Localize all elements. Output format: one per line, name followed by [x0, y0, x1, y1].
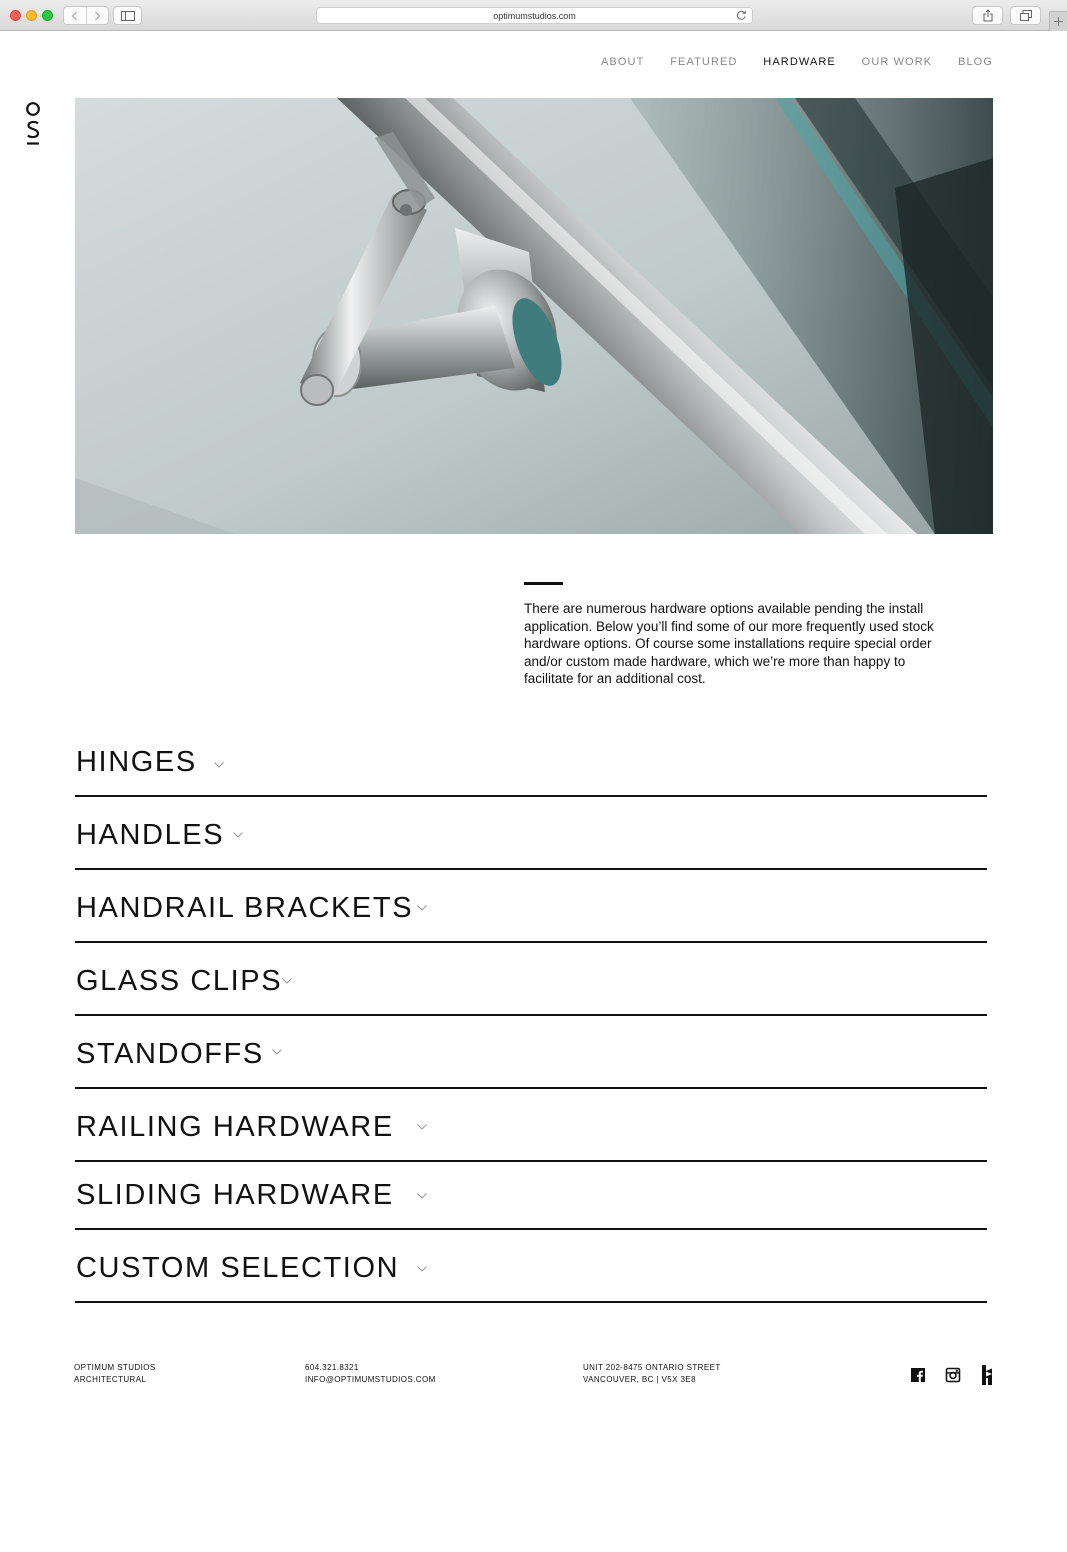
nav-about[interactable]: ABOUT [601, 56, 645, 68]
window-minimize-button[interactable] [26, 10, 37, 21]
reload-icon[interactable] [736, 10, 747, 21]
chevron-down-icon [417, 1193, 427, 1199]
window-zoom-button[interactable] [42, 10, 53, 21]
category-custom-selection[interactable] [75, 1230, 987, 1303]
chevron-down-icon [417, 905, 427, 911]
category-title: RAILING HARDWARE [76, 1111, 394, 1143]
footer-phone[interactable]: 604.321.8321 [305, 1363, 359, 1372]
category-sliding-hardware[interactable] [75, 1162, 987, 1230]
nav-our-work[interactable]: OUR WORK [861, 56, 933, 68]
category-handles[interactable] [75, 797, 987, 870]
intro-divider [524, 582, 563, 585]
sidebar-toggle-button[interactable] [113, 6, 142, 25]
forward-button[interactable] [86, 7, 109, 24]
os-logo[interactable] [24, 101, 44, 147]
instagram-icon[interactable] [945, 1367, 961, 1383]
intro-paragraph: There are numerous hardware options available pending the install application. Below you’ll find some of our more frequently used stock hardware options. Of course some installations require special order and/or custom made hardware, which we’re more than happy to facilitate for an additional cost. [524, 601, 934, 687]
category-glass-clips[interactable] [75, 943, 987, 1016]
footer-company-type: ARCHITECTURAL [74, 1375, 147, 1384]
facebook-icon[interactable] [910, 1367, 926, 1383]
category-title: HINGES [76, 746, 197, 778]
category-title: CUSTOM SELECTION [76, 1252, 400, 1284]
category-standoffs[interactable] [75, 1016, 987, 1089]
category-title: HANDRAIL BRACKETS [76, 892, 414, 924]
hero-image [75, 98, 993, 534]
footer-contact [305, 1362, 436, 1386]
footer-email[interactable]: INFO@OPTIMUMSTUDIOS.COM [305, 1375, 436, 1384]
share-button[interactable] [972, 6, 1003, 25]
tab-overview-button[interactable] [1010, 6, 1041, 25]
nav-blog[interactable]: BLOG [958, 56, 993, 68]
plus-icon [1054, 17, 1063, 26]
footer-company [74, 1362, 156, 1386]
back-button[interactable] [64, 7, 86, 24]
chevron-down-icon [417, 1266, 427, 1272]
footer-address [583, 1362, 721, 1386]
chevron-down-icon [272, 1049, 282, 1055]
handrail-bracket-photo [75, 98, 993, 534]
browser-toolbar [0, 0, 1067, 31]
category-title: STANDOFFS [76, 1038, 264, 1070]
category-title: SLIDING HARDWARE [76, 1179, 394, 1211]
address-url: optimumstudios.com [493, 10, 576, 21]
address-bar[interactable] [316, 7, 753, 24]
share-icon [983, 9, 993, 22]
category-title: HANDLES [76, 819, 225, 851]
footer-company-name: OPTIMUM STUDIOS [74, 1363, 156, 1372]
houzz-icon[interactable] [980, 1365, 994, 1385]
sidebar-icon [121, 11, 135, 21]
chevron-down-icon [282, 978, 292, 984]
chevron-down-icon [417, 1124, 427, 1130]
chevron-right-icon [94, 11, 101, 21]
category-railing-hardware[interactable] [75, 1089, 987, 1162]
footer-city: VANCOUVER, BC | V5X 3E8 [583, 1375, 696, 1384]
footer-street: UNIT 202-8475 ONTARIO STREET [583, 1363, 721, 1372]
chevron-down-icon [214, 762, 224, 768]
new-tab-button[interactable] [1049, 11, 1067, 31]
nav-hardware[interactable]: HARDWARE [763, 56, 836, 68]
category-handrail-brackets[interactable] [75, 870, 987, 943]
tabs-icon [1020, 10, 1032, 21]
window-close-button[interactable] [10, 10, 21, 21]
nav-featured[interactable]: FEATURED [670, 56, 738, 68]
main-nav [601, 56, 993, 70]
chevron-left-icon [71, 11, 78, 21]
chevron-down-icon [233, 832, 243, 838]
category-title: GLASS CLIPS [76, 965, 283, 997]
history-nav [63, 6, 109, 25]
category-hinges[interactable] [75, 730, 987, 797]
